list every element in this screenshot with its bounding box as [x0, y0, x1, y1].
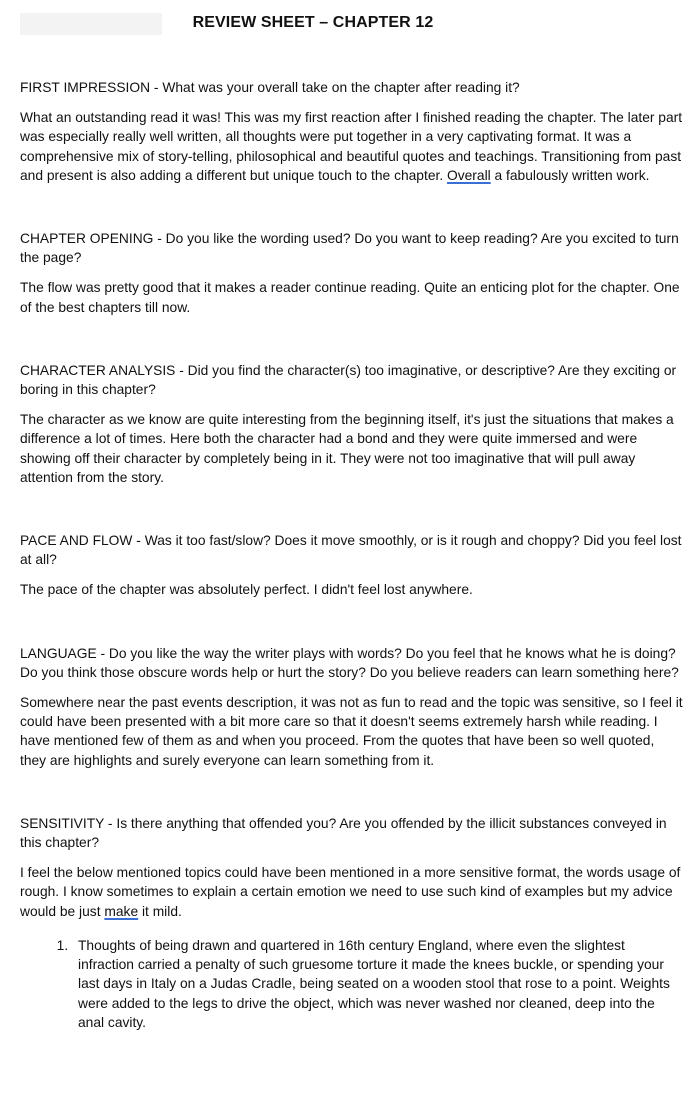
- section-heading: SENSITIVITY: [20, 815, 105, 831]
- list-item: 1. Thoughts of being drawn and quartered in 16th century England, where even the slightest infraction carried a penalty of such gruesome torture it made the knees buckle, or spending your last days in Italy on a Judas Cradle, being seated on a wooden stool that rose to a point. Weights were added to the legs to drive the object, which was never washed nor cleaned, deep into the anal cavity.: [72, 936, 684, 1032]
- section-question: [20, 644, 684, 682]
- question-text: - Did you find the character(s) too imaginative, or descriptive? Are they exciting or boring in this chapter?: [20, 362, 677, 398]
- section-pace-and-flow: [20, 531, 684, 600]
- answer-text: a fabulously written work.: [490, 167, 650, 183]
- section-question: [20, 531, 684, 569]
- section-character-analysis: [20, 361, 684, 487]
- question-text: - What was your overall take on the chapter after reading it?: [150, 80, 520, 95]
- section-heading: PACE AND FLOW: [20, 533, 133, 549]
- section-answer: The character as we know are quite interesting from the beginning itself, it's just the situations that makes a difference a lot of times. Here both the character had a bond and they were quite immersed and were showing off their character by completely being in it. They were not too imaginative that will pull away attention from the story.: [20, 412, 674, 485]
- section-heading: CHAPTER OPENING: [20, 231, 154, 247]
- section-answer: [20, 108, 684, 185]
- answer-text: What an outstanding read it was! This was my first reaction after I finished reading the chapter. The later part was especially really well written, all thoughts were put together in a very captivating format. It was a comprehensive mix of story-telling, philosophical and beautiful quotes and teachings. Transitioning from past and present is also adding a different but unique touch to the chapter.: [20, 110, 683, 183]
- section-answer: The pace of the chapter was absolutely perfect. I didn't feel lost anywhere.: [20, 582, 473, 598]
- answer-text: it mild.: [138, 903, 182, 919]
- section-language: [20, 644, 684, 770]
- section-heading: CHARACTER ANALYSIS: [20, 362, 176, 378]
- section-first-impression: [20, 78, 684, 185]
- spellcheck-flagged-word[interactable]: Overall: [447, 167, 491, 183]
- section-answer: The flow was pretty good that it makes a reader continue reading. Quite an enticing plot for the chapter. One of the best chapters till now.: [20, 280, 680, 315]
- section-heading: LANGUAGE: [20, 645, 97, 661]
- section-question: [20, 229, 684, 267]
- section-sensitivity: [20, 814, 684, 1032]
- spellcheck-flagged-word[interactable]: make: [104, 903, 139, 919]
- section-question: [20, 361, 684, 399]
- question-text: - Was it too fast/slow? Does it move smoothly, or is it rough and choppy? Did you feel lost at all?: [20, 533, 682, 568]
- document-title: REVIEW SHEET – CHAPTER 12: [192, 14, 434, 31]
- section-chapter-opening: [20, 229, 684, 317]
- section-answer: Somewhere near the past events description, it was not as fun to read and the topic was sensitive, so I feel it could have been presented with a bit more care so that it doesn't seems extremely harsh while reading. I have mentioned few of them as and when you proceed. From the quotes that have been so well quoted, they are highlights and surely everyone can learn something from it.: [20, 695, 683, 768]
- section-heading: FIRST IMPRESSION: [20, 80, 151, 95]
- question-text: - Do you like the way the writer plays with words? Do you feel that he knows what he is doing? Do you think those obscure words help or hurt the story? Do you believe readers can learn something here?: [20, 645, 679, 680]
- question-text: - Is there anything that offended you? Are you offended by the illicit substances conveyed in this chapter?: [20, 815, 667, 851]
- document-body: [20, 78, 684, 1032]
- question-text: - Do you like the wording used? Do you want to keep reading? Are you excited to turn the page?: [20, 231, 679, 266]
- section-question: [20, 814, 684, 852]
- sensitive-topics-list: [20, 936, 684, 1032]
- section-question: [20, 78, 684, 97]
- section-answer: [20, 863, 684, 921]
- answer-text: I feel the below mentioned topics could have been mentioned in a more sensitive format, the words usage of rough. I know sometimes to explain a certain emotion we need to use such kind of examples but my advice would be just: [20, 865, 681, 919]
